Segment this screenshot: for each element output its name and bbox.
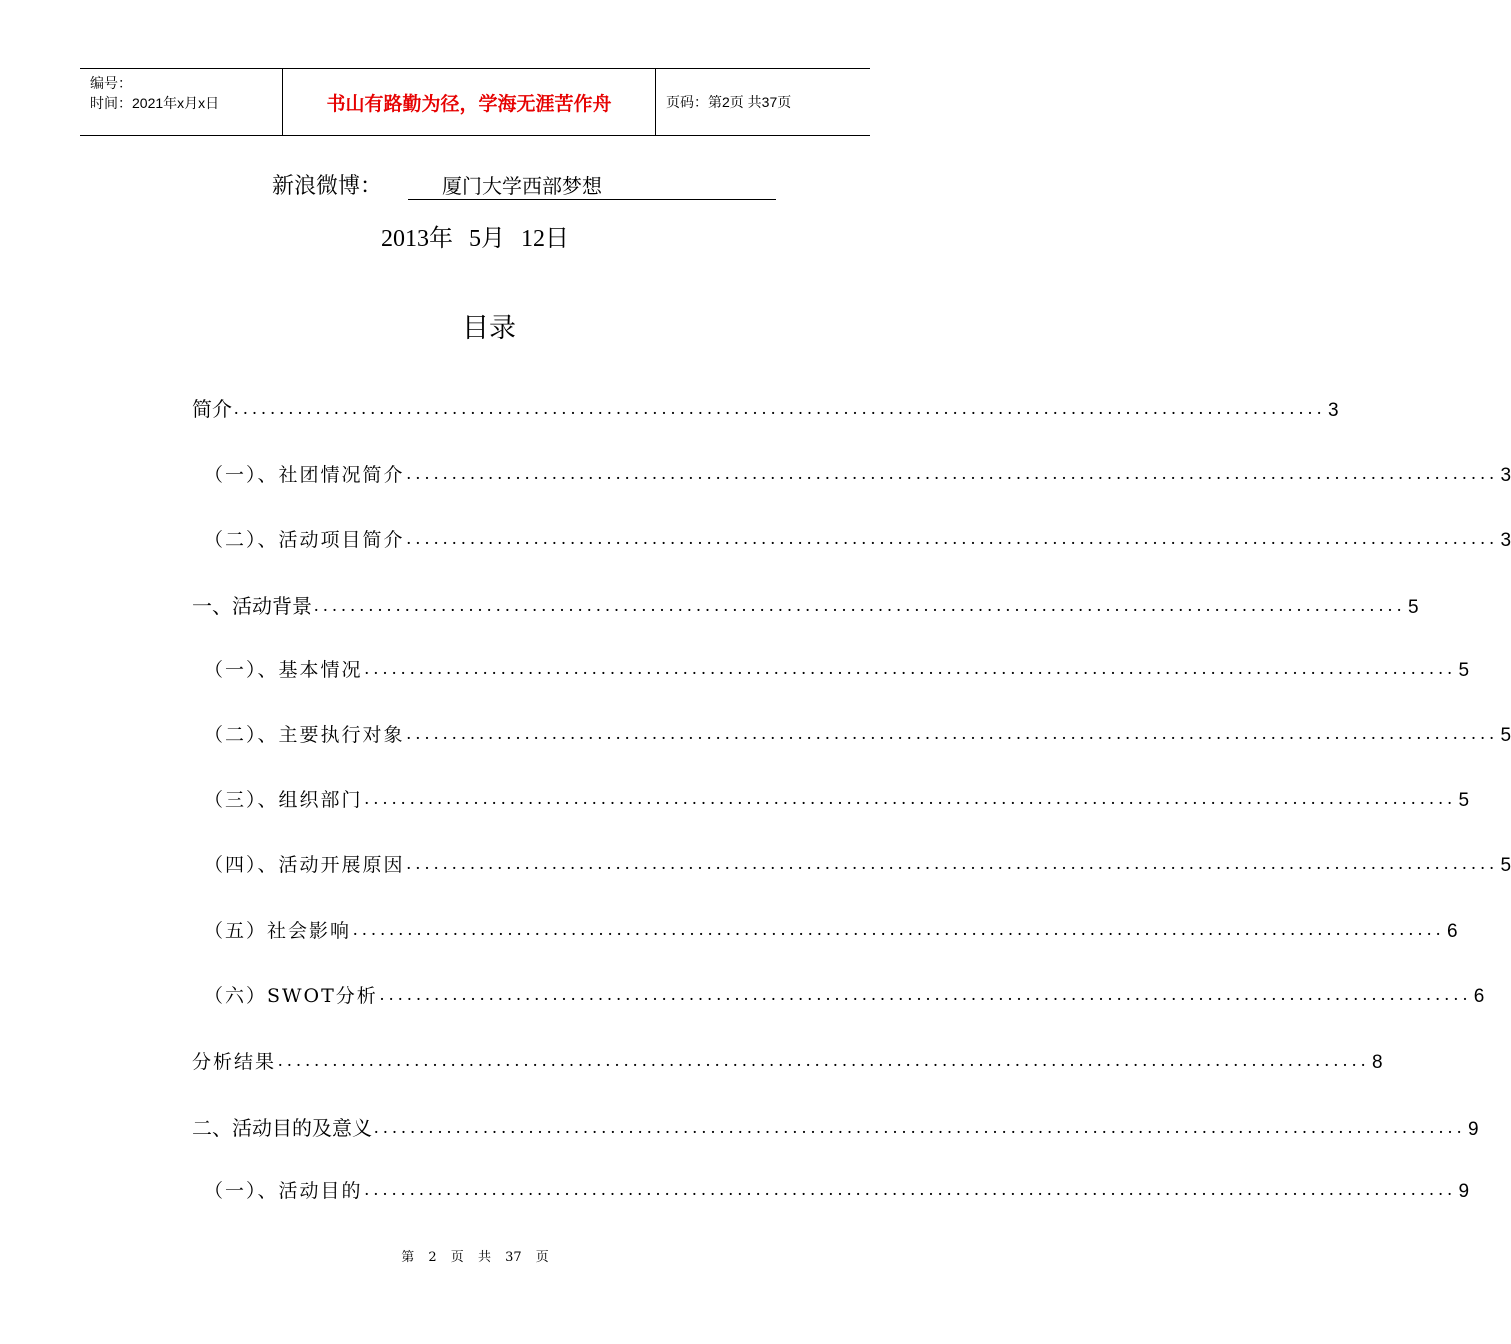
footer-di: 第 <box>401 1250 415 1265</box>
toc-entry[interactable] <box>192 589 1419 619</box>
toc-entry-page: 5 <box>1500 725 1511 746</box>
toc-leader-dots: ........................................................................................................................ <box>364 658 1457 678</box>
toc-entry-text: （一）、社团情况简介 <box>204 464 405 486</box>
toc-entry[interactable] <box>192 717 1511 747</box>
toc-entry[interactable] <box>192 652 1470 682</box>
toc-entry[interactable] <box>192 1044 1383 1074</box>
header-meta <box>80 69 282 135</box>
weibo-label: 新浪微博： <box>272 174 383 199</box>
toc-leader-dots: ........................................................................................................................ <box>364 1179 1457 1199</box>
date-year: 2013年 <box>381 226 453 252</box>
page-header <box>80 68 870 136</box>
header-motto: 书山有路勤为径，学海无涯苦作舟 <box>282 69 656 135</box>
weibo-line <box>272 170 776 200</box>
toc-leader-dots: ........................................................................................................................ <box>314 595 1406 615</box>
toc-entry-text: 一、活动背景 <box>192 594 312 618</box>
toc-entry-page: 6 <box>1473 986 1485 1007</box>
toc-entry-text: （一）、基本情况 <box>204 659 363 681</box>
footer-ye: 页 <box>450 1250 464 1265</box>
toc-entry-text: （二）、活动项目简介 <box>204 529 405 551</box>
toc-entry-page: 3 <box>1500 530 1511 551</box>
toc-entry[interactable] <box>192 978 1485 1008</box>
toc-entry-page: 8 <box>1372 1052 1383 1073</box>
toc-entry-page: 3 <box>1328 400 1339 421</box>
toc-entry-page: 5 <box>1458 790 1470 811</box>
toc-entry[interactable] <box>192 1111 1479 1141</box>
toc-leader-dots: ........................................................................................................................ <box>234 398 1326 418</box>
page-footer <box>0 1246 950 1265</box>
toc-leader-dots: ........................................................................................................................ <box>406 463 1499 483</box>
footer-gong: 共 <box>477 1250 491 1265</box>
toc-title: 目录 <box>462 313 516 344</box>
toc-entry-page: 9 <box>1458 1181 1470 1202</box>
toc-entry-page: 5 <box>1408 597 1419 618</box>
toc-entry-text: （三）、组织部门 <box>204 789 363 811</box>
toc-entry-text: （四）、活动开展原因 <box>204 854 405 876</box>
date-day: 12日 <box>521 226 569 252</box>
toc-leader-dots: ........................................................................................................................ <box>364 788 1457 808</box>
toc-entry-text: （六）SWOT分析 <box>204 985 378 1007</box>
toc-entry-page: 6 <box>1447 921 1458 942</box>
header-time-label: 时间：2021年x月x日 <box>90 95 220 111</box>
footer-ye: 页 <box>535 1250 549 1265</box>
toc-entry-text: 分析结果 <box>192 1051 277 1073</box>
toc-entry-page: 9 <box>1468 1119 1479 1140</box>
toc-entry-page: 3 <box>1500 465 1511 486</box>
toc-entry-text: （一）、活动目的 <box>204 1180 363 1202</box>
toc-entry[interactable] <box>192 522 1511 552</box>
weibo-value: 厦门大学西部梦想 <box>408 173 776 200</box>
header-number-label: 编号： <box>90 75 132 91</box>
toc-entry[interactable] <box>192 782 1470 812</box>
toc-leader-dots: ........................................................................................................................ <box>379 984 1472 1004</box>
toc-entry-text: （二）、主要执行对象 <box>204 724 405 746</box>
date-month: 5月 <box>469 226 505 252</box>
toc-entry[interactable] <box>192 1173 1470 1203</box>
toc-entry[interactable] <box>192 847 1511 877</box>
toc-entry-page: 5 <box>1458 660 1470 681</box>
toc-entry-text: （五）社会影响 <box>204 920 352 942</box>
document-date <box>0 218 950 253</box>
toc-entry[interactable] <box>192 913 1458 943</box>
toc-entry[interactable] <box>192 392 1339 422</box>
header-page-info: 页码：第2页 共37页 <box>666 94 792 110</box>
toc-leader-dots: ........................................................................................................................ <box>406 853 1499 873</box>
footer-total-pages: 37 <box>505 1250 522 1265</box>
toc-leader-dots: ........................................................................................................................ <box>278 1050 1371 1070</box>
toc-entry-page: 5 <box>1500 855 1511 876</box>
footer-page-number: 2 <box>428 1250 437 1265</box>
toc-leader-dots: ........................................................................................................................ <box>406 723 1499 743</box>
toc-entry-text: 二、活动目的及意义 <box>192 1116 372 1140</box>
toc-leader-dots: ........................................................................................................................ <box>374 1117 1466 1137</box>
toc-leader-dots: ........................................................................................................................ <box>353 919 1446 939</box>
toc-entry[interactable] <box>192 457 1511 487</box>
toc-leader-dots: ........................................................................................................................ <box>406 528 1499 548</box>
toc-entry-text: 简介 <box>192 397 232 421</box>
